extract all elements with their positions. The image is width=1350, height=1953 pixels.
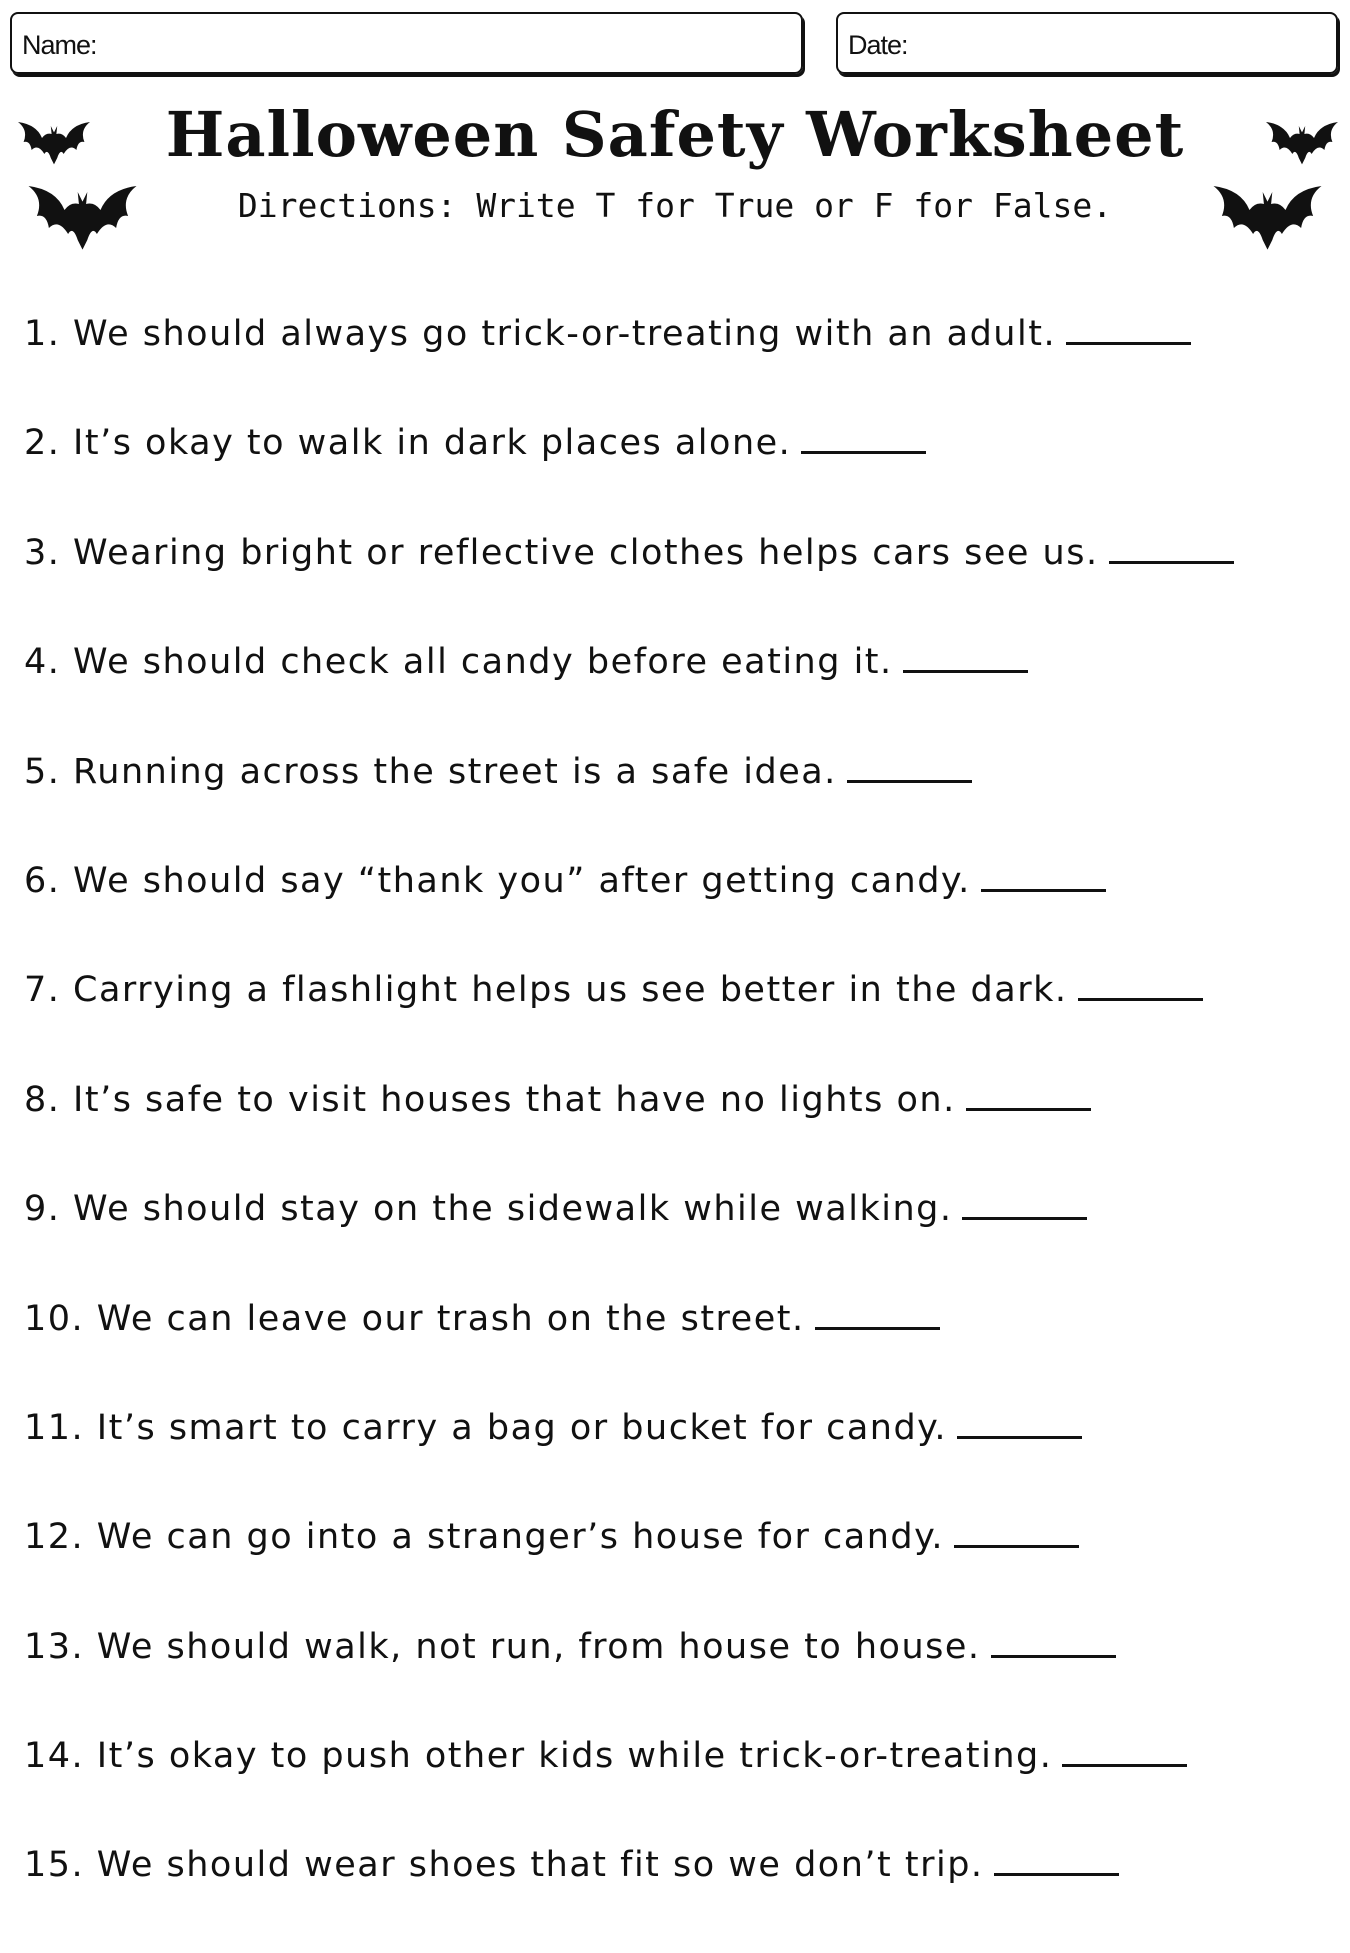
question-item (24, 312, 1234, 421)
question-text: 4. We should check all candy before eating it. (24, 642, 893, 683)
date-label: Date: (848, 30, 908, 60)
question-text: 2. It’s okay to walk in dark places alone. (24, 423, 792, 464)
question-item (24, 531, 1234, 640)
question-item (24, 1078, 1234, 1187)
answer-blank[interactable] (1066, 312, 1191, 345)
answer-blank[interactable] (957, 1406, 1082, 1439)
page-title: Halloween Safety Worksheet (165, 98, 1185, 171)
answer-blank[interactable] (1062, 1734, 1187, 1767)
answer-blank[interactable] (903, 640, 1028, 673)
directions: Directions: Write T for True or F for False. (237, 186, 1113, 225)
question-item (24, 421, 1234, 530)
answer-blank[interactable] (1109, 531, 1234, 564)
question-item (24, 1515, 1234, 1624)
answer-blank[interactable] (847, 750, 972, 783)
question-text: 7. Carrying a flashlight helps us see better in the dark. (24, 970, 1068, 1011)
question-item (24, 1406, 1234, 1515)
question-text: 10. We can leave our trash on the street. (24, 1298, 805, 1339)
answer-blank[interactable] (991, 1625, 1116, 1658)
question-item (24, 1297, 1234, 1406)
question-item (24, 859, 1234, 968)
question-text: 12. We can go into a stranger’s house for candy. (24, 1517, 944, 1558)
question-item (24, 1187, 1234, 1296)
question-text: 3. Wearing bright or reflective clothes helps cars see us. (24, 532, 1099, 573)
question-text: 9. We should stay on the sidewalk while walking. (24, 1189, 953, 1230)
question-item (24, 1843, 1234, 1952)
answer-blank[interactable] (815, 1297, 940, 1330)
question-item (24, 750, 1234, 859)
name-field[interactable] (10, 12, 803, 74)
answer-blank[interactable] (994, 1843, 1119, 1876)
question-item (24, 1625, 1234, 1734)
question-text: 1. We should always go trick-or-treating with an adult. (24, 314, 1057, 354)
answer-blank[interactable] (1078, 968, 1203, 1001)
question-item (24, 968, 1234, 1077)
answer-blank[interactable] (954, 1515, 1079, 1548)
answer-blank[interactable] (981, 859, 1106, 892)
answer-blank[interactable] (962, 1187, 1087, 1220)
name-label: Name: (22, 30, 97, 60)
question-text: 11. It’s smart to carry a bag or bucket for candy. (24, 1407, 948, 1448)
question-item (24, 640, 1234, 749)
question-text: 6. We should say “thank you” after getting candy. (24, 860, 971, 901)
answer-blank[interactable] (801, 421, 926, 454)
answer-blank[interactable] (966, 1078, 1091, 1111)
question-text: 15. We should wear shoes that fit so we don’t trip. (24, 1845, 984, 1886)
question-item (24, 1734, 1234, 1843)
question-list (24, 312, 1234, 1953)
question-text: 5. Running across the street is a safe idea. (24, 751, 837, 792)
date-field[interactable] (836, 12, 1338, 74)
question-text: 14. It’s okay to push other kids while trick-or-treating. (24, 1736, 1053, 1777)
question-text: 13. We should walk, not run, from house to house. (24, 1626, 981, 1667)
question-text: 8. It’s safe to visit houses that have no lights on. (24, 1079, 956, 1120)
